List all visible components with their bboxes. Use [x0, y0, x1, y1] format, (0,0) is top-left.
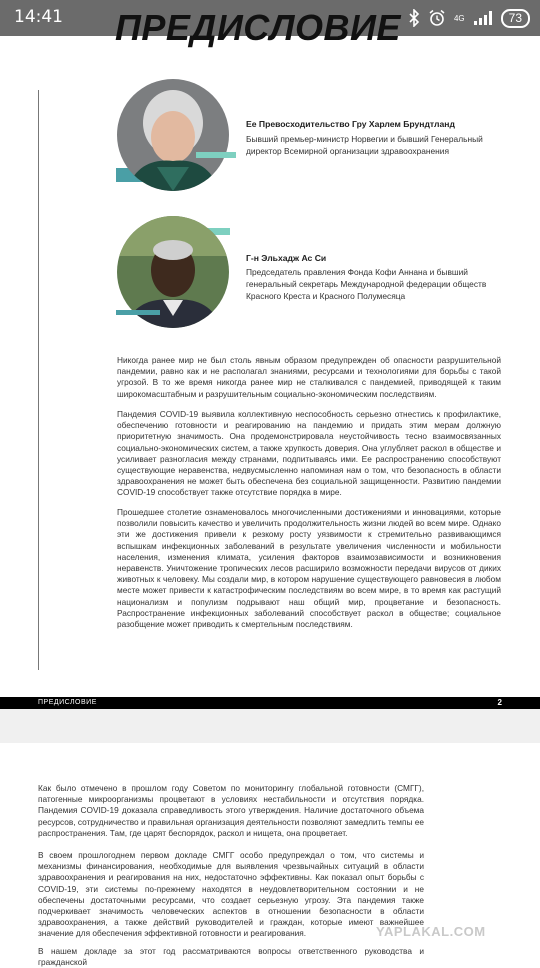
body-paragraph: Пандемия COVID-19 выявила коллективную неспособность серьезно отнестись к профилактике, обеспечению готовности и реагированию на пандемию и придать этим мерам должную приоритетную значимость. Она продемонстрировала неустойчивость тесно взаимосвязанных социально-экономических систем, а также хрупкость доверия. Она углубляет раскол в обществе и усиливает разногласия между странами, подпитываясь ими. Ее распространению способствуют существующие неравенства, недвусмысленно напоминая нам о том, что безопасность в области здравоохранения не может быть обеспечена без социальной защищенности. Развитию пандемии COVID-19 способствует также отсутствие порядка в мире. [117, 409, 501, 498]
body-paragraph: В своем прошлогоднем первом докладе СМГГ особо предупреждал о том, что системы и механизмы финансирования, необходимые для выявления чрезвычайных ситуаций в области здравоохранения и реагирования на них, недостаточно эффективны. Как показал опыт борьбы с COVID-19, эти системы по-прежнему находятся в неудовлетворительном состоянии и не обеспечены достаточными ресурсами, что создает серьезную угрозу. Эта пандемия также подчеркивает значимость человеческих аспектов в отношении безопасности в области здравоохранения, а также действий руководителей и граждан, которые имеют важнейшее значение для обеспечения эффективной готовности и реагирования. [38, 850, 424, 939]
person-role: Бывший премьер-министр Норвегии и бывший Генеральный директор Всемирной организации здравоохранения [246, 134, 483, 156]
status-time: 14:41 [14, 7, 63, 27]
network-type-icon: 4G [453, 13, 465, 23]
margin-rule [38, 90, 39, 670]
portrait-photo [117, 79, 229, 191]
body-paragraph: Прошедшее столетие ознаменовалось многочисленными достижениями и инновациями, которые позволили повысить качество и увеличить продолжительность жизни людей во всем мире. Однако эти же достижения привели к резкому росту уязвимости к стремительно развивающимся вспышкам инфекционных заболеваний в результате увеличения численности и мобильности населения, изменения климата, усиления факторов взаимозависимости и возникновения неравенств. Уничтожение тропических лесов расширило возможности передачи вирусов от диких животных к человеку. Мы создали мир, в котором нарушение существующего равновесия в любом месте может привести к катастрофическим последствиям во всем мире, в то время как растущий национализм и популизм подрывают наш общий мир, процветание и безопасность. Распространение инфекционных заболеваний способствует раскол в обществе; социальное разобщение может приводить к смертельным последствиям. [117, 507, 501, 630]
footer-section-label: ПРЕДИСЛОВИЕ [38, 699, 97, 706]
bluetooth-icon [408, 9, 420, 27]
person-role: Председатель правления Фонда Кофи Аннана и бывший генеральный секретарь Международной федерации обществ Красного Креста и Красного Полумесяца [246, 267, 487, 301]
signal-strength-icon [473, 10, 493, 26]
person-name: Ее Превосходительство Гру Харлем Брундтланд [246, 119, 455, 129]
accent-bar [116, 310, 160, 315]
person-name: Г-н Эльхадж Ас Си [246, 253, 327, 263]
body-paragraph: Как было отмечено в прошлом году Советом по мониторингу глобальной готовности (СМГГ), патогенные микроорганизмы процветают в условиях нестабильности и отсутствия порядка. Пандемия COVID-19 доказала справедливость этого утверждения. Наличие достаточного объема ресурсов, сотрудничество и правильная организация деятельности позволяют замедлить темпы ее распространения. Там, где царят беспорядок, раскол и нищета, она процветает. [38, 783, 424, 838]
site-watermark: YAPLAKAL.COM [376, 924, 486, 939]
alarm-icon [428, 9, 446, 27]
status-icons [408, 6, 530, 30]
accent-bar [196, 152, 236, 158]
body-paragraph: В нашем докладе за этот год рассматриваются вопросы ответственного руководства и гражданской [38, 946, 424, 968]
page-footer [0, 697, 540, 709]
body-paragraph: Никогда ранее мир не был столь явным образом предупрежден об опасности разрушительной пандемии, равно как и не располагал знаниями, ресурсами и технологиями для борьбы с такой угрозой. В то же время никогда ранее мир не сталкивался с пандемией, приводящей к таким широкомасштабным и разрушительным социально-экономическим последствиям. [117, 355, 501, 399]
battery-indicator: 73 [501, 9, 530, 28]
page-number: 2 [497, 698, 502, 707]
page-gap [0, 709, 540, 743]
page-title: ПРЕДИСЛОВИЕ [115, 7, 401, 48]
